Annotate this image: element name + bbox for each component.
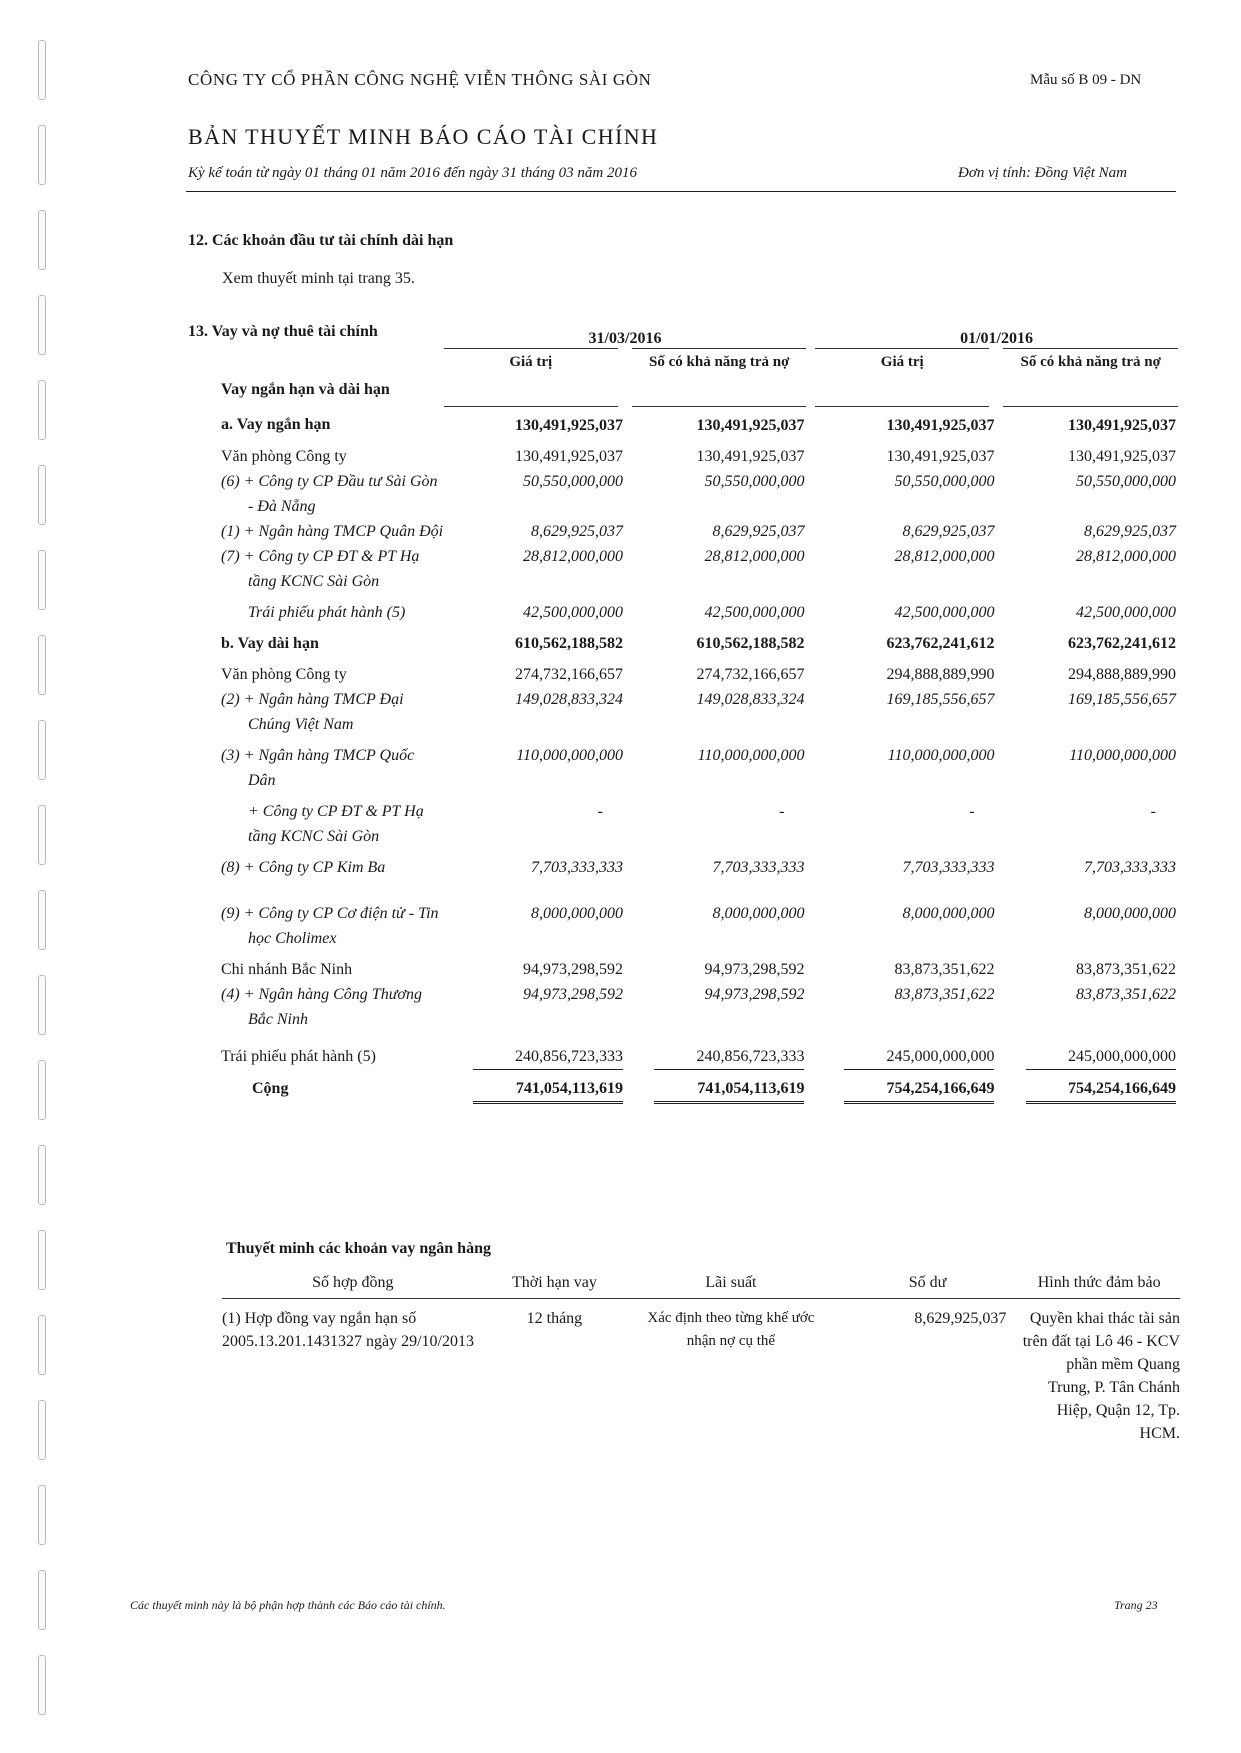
cell-value: 8,000,000,000: [902, 904, 995, 922]
table-row: [188, 951, 1178, 982]
cell-value: 42,500,000,000: [523, 603, 623, 621]
row-label: (8) + Công ty CP Kim Ba: [221, 858, 386, 876]
row-label: b. Vay dài hạn: [221, 634, 319, 652]
row-label: Văn phòng Công ty: [221, 665, 347, 683]
table-row: [188, 406, 1178, 438]
term-cell: 12 tháng: [526, 1310, 583, 1327]
binder-ring: [38, 380, 46, 440]
table-row: [188, 793, 1178, 849]
form-number: Mẫu số B 09 - DN: [1030, 72, 1142, 88]
table-row: [188, 849, 1178, 901]
cell-value: 94,973,298,592: [704, 960, 805, 978]
cell-value: 110,000,000,000: [516, 746, 623, 764]
binder-ring: [38, 805, 46, 865]
binder-ring: [38, 1230, 46, 1290]
col-payable-2: Số có khả năng trả nợ: [996, 348, 1178, 406]
loans-table: [188, 318, 1178, 1104]
cell-value: 50,550,000,000: [1076, 472, 1176, 490]
cell-value: 294,888,889,990: [886, 665, 995, 683]
page-title: BẢN THUYẾT MINH BÁO CÁO TÀI CHÍNH: [188, 124, 659, 149]
table-row: [188, 544, 1178, 594]
binder-ring: [38, 125, 46, 185]
col-value-1: Giá trị: [444, 348, 625, 406]
binder-ring: [38, 295, 46, 355]
binder-ring: [38, 1570, 46, 1630]
binder-ring: [38, 1060, 46, 1120]
cell-value: 245,000,000,000: [844, 1044, 994, 1070]
binder-ring: [38, 210, 46, 270]
row-label: Trái phiếu phát hành (5): [221, 1047, 376, 1065]
cell-value: 42,500,000,000: [894, 603, 995, 621]
binder-ring: [38, 975, 46, 1035]
cell-value: 130,491,925,037: [696, 416, 805, 434]
period-header-2: 01/01/2016: [815, 318, 1178, 348]
cell-value: 8,629,925,037: [531, 522, 623, 540]
cell-value: 623,762,241,612: [1068, 634, 1176, 652]
row-label: Văn phòng Công ty: [221, 447, 347, 465]
cell-value: 149,028,833,324: [515, 690, 623, 708]
binder-ring: [38, 1400, 46, 1460]
cell-value: 130,491,925,037: [1068, 416, 1176, 434]
section-12-title: 12. Các khoản đầu tư tài chính dài hạn: [188, 232, 454, 249]
cell-value: 130,491,925,037: [886, 416, 995, 434]
cell-value: 8,000,000,000: [531, 904, 623, 922]
cell-value: 83,873,351,622: [894, 985, 995, 1003]
section-12-text: Xem thuyết minh tại trang 35.: [222, 270, 415, 287]
cell-value: 130,491,925,037: [1068, 447, 1176, 465]
col-collateral: Hình thức đảm bảo: [1018, 1268, 1180, 1299]
cell-value: 240,856,723,333: [654, 1044, 804, 1070]
cell-value: 754,254,166,649: [1026, 1076, 1176, 1104]
cell-value: 8,629,925,037: [902, 522, 995, 540]
cell-value: 8,000,000,000: [712, 904, 805, 922]
cell-value: 610,562,188,582: [696, 634, 805, 652]
reporting-period: Kỳ kế toán từ ngày 01 tháng 01 năm 2016 đến ngày 31 tháng 03 năm 2016: [188, 165, 637, 181]
binder-ring: [38, 720, 46, 780]
binder-ring: [38, 635, 46, 695]
cell-value: 28,812,000,000: [1076, 547, 1176, 565]
table-row: [188, 438, 1178, 469]
company-name: CÔNG TY CỔ PHẦN CÔNG NGHỆ VIỄN THÔNG SÀI GÒN: [188, 70, 652, 89]
cell-value: 274,732,166,657: [696, 665, 805, 683]
row-label: (1) + Ngân hàng TMCP Quân Đội: [221, 522, 444, 540]
table-row: [188, 1032, 1178, 1070]
cell-value: 50,550,000,000: [523, 472, 623, 490]
col-contract: Số hợp đồng: [222, 1268, 484, 1299]
row-label: (6) + Công ty CP Đầu tư Sài Gòn - Đà Nẵng: [221, 472, 438, 515]
binder-ring: [38, 1315, 46, 1375]
cell-value: -: [969, 802, 975, 820]
cell-value: 623,762,241,612: [886, 634, 995, 652]
binder-ring: [38, 1485, 46, 1545]
table-row: [188, 687, 1178, 737]
row-label: Chi nhánh Bắc Ninh: [221, 960, 353, 978]
header-divider: [186, 191, 1176, 192]
cell-value: 83,873,351,622: [1076, 985, 1176, 1003]
cell-value: 240,856,723,333: [473, 1044, 623, 1070]
cell-value: 42,500,000,000: [1076, 603, 1176, 621]
cell-value: 149,028,833,324: [696, 690, 805, 708]
col-term: Thời hạn vay: [484, 1268, 626, 1299]
cell-value: -: [779, 802, 785, 820]
cell-value: 274,732,166,657: [515, 665, 623, 683]
cell-value: 110,000,000,000: [697, 746, 805, 764]
cell-value: 610,562,188,582: [515, 634, 623, 652]
cell-value: 50,550,000,000: [894, 472, 995, 490]
contract-cell: (1) Hợp đồng vay ngắn hạn số 2005.13.201.1431327 ngày 29/10/2013: [222, 1310, 474, 1350]
cell-value: 741,054,113,619: [654, 1076, 804, 1104]
cell-value: 169,185,556,657: [1068, 690, 1176, 708]
cell-value: 7,703,333,333: [712, 858, 805, 876]
cell-value: 83,873,351,622: [894, 960, 995, 978]
cell-value: 110,000,000,000: [1069, 746, 1176, 764]
binder-ring: [38, 550, 46, 610]
row-label: (3) + Ngân hàng TMCP Quốc Dân: [221, 746, 415, 789]
column-group-label: Vay ngắn hạn và dài hạn: [221, 381, 390, 398]
cell-value: 8,629,925,037: [1084, 522, 1176, 540]
cell-value: 7,703,333,333: [1084, 858, 1176, 876]
section-13-title: 13. Vay và nợ thuê tài chính: [188, 323, 378, 340]
col-value-2: Giá trị: [815, 348, 996, 406]
col-rate: Lãi suất: [625, 1268, 836, 1299]
bank-loans-table: [222, 1268, 1180, 1453]
cell-value: -: [1150, 802, 1156, 820]
table-row: [188, 982, 1178, 1032]
currency-unit: Đơn vị tính: Đồng Việt Nam: [958, 165, 1127, 181]
cell-value: -: [597, 802, 603, 820]
binder-ring: [38, 1145, 46, 1205]
collateral-cell: Quyền khai thác tài sản trên đất tại Lô 46 - KCV phần mềm Quang Trung, P. Tân Chánh Hiệp, Quận 12, Tp. HCM.: [1022, 1310, 1180, 1442]
page-number: Trang 23: [1114, 1598, 1158, 1612]
cell-value: 110,000,000,000: [887, 746, 995, 764]
cell-value: 83,873,351,622: [1076, 960, 1176, 978]
cell-value: 42,500,000,000: [704, 603, 805, 621]
cell-value: 94,973,298,592: [704, 985, 805, 1003]
bank-loans-title: Thuyết minh các khoản vay ngân hàng: [226, 1240, 491, 1257]
row-label: (4) + Ngân hàng Công Thương Bắc Ninh: [221, 985, 422, 1028]
period-header-1: 31/03/2016: [444, 318, 807, 348]
binder-ring: [38, 40, 46, 100]
cell-value: 7,703,333,333: [902, 858, 995, 876]
row-label: + Công ty CP ĐT & PT Hạ tầng KCNC Sài Gòn: [248, 802, 424, 845]
cell-value: 7,703,333,333: [531, 858, 623, 876]
table-row: [188, 901, 1178, 951]
table-row-total: [188, 1070, 1178, 1104]
cell-value: 130,491,925,037: [515, 447, 623, 465]
cell-value: 28,812,000,000: [704, 547, 805, 565]
row-label: (7) + Công ty CP ĐT & PT Hạ tầng KCNC Sài Gòn: [221, 547, 420, 590]
cell-value: 50,550,000,000: [704, 472, 805, 490]
cell-value: 94,973,298,592: [523, 960, 623, 978]
footer-note: Các thuyết minh này là bộ phận hợp thành các Báo cáo tài chính.: [130, 1598, 446, 1612]
col-payable-1: Số có khả năng trả nợ: [625, 348, 806, 406]
row-label: (9) + Công ty CP Cơ điện tử - Tin học Cholimex: [221, 904, 439, 947]
cell-value: 754,254,166,649: [844, 1076, 994, 1104]
cell-value: 130,491,925,037: [515, 416, 623, 434]
balance-cell: 8,629,925,037: [914, 1310, 1007, 1327]
bank-header-row: [222, 1268, 1180, 1299]
col-balance: Số dư: [837, 1268, 1019, 1299]
row-label: Cộng: [252, 1079, 289, 1097]
cell-value: 94,973,298,592: [523, 985, 623, 1003]
cell-value: 169,185,556,657: [886, 690, 995, 708]
cell-value: 28,812,000,000: [894, 547, 995, 565]
row-label: a. Vay ngắn hạn: [221, 416, 331, 433]
table-row: [188, 519, 1178, 544]
cell-value: 294,888,889,990: [1068, 665, 1176, 683]
table-row: [188, 737, 1178, 793]
rate-cell: Xác định theo từng khế ước nhận nợ cụ thể: [647, 1310, 815, 1349]
table-row: [188, 625, 1178, 656]
cell-value: 8,000,000,000: [1084, 904, 1176, 922]
binder-ring: [38, 1655, 46, 1715]
cell-value: 130,491,925,037: [696, 447, 805, 465]
row-label: Trái phiếu phát hành (5): [248, 603, 406, 621]
cell-value: 245,000,000,000: [1026, 1044, 1176, 1070]
table-row: [188, 656, 1178, 687]
binder-ring: [38, 890, 46, 950]
cell-value: 28,812,000,000: [523, 547, 623, 565]
table-row: [222, 1299, 1180, 1454]
row-label: (2) + Ngân hàng TMCP Đại Chúng Việt Nam: [221, 690, 404, 733]
table-row: [188, 594, 1178, 625]
cell-value: 741,054,113,619: [473, 1076, 623, 1104]
cell-value: 130,491,925,037: [886, 447, 995, 465]
cell-value: 8,629,925,037: [712, 522, 805, 540]
binder-ring: [38, 465, 46, 525]
binder-margin: [0, 0, 70, 1753]
table-row: [188, 469, 1178, 519]
